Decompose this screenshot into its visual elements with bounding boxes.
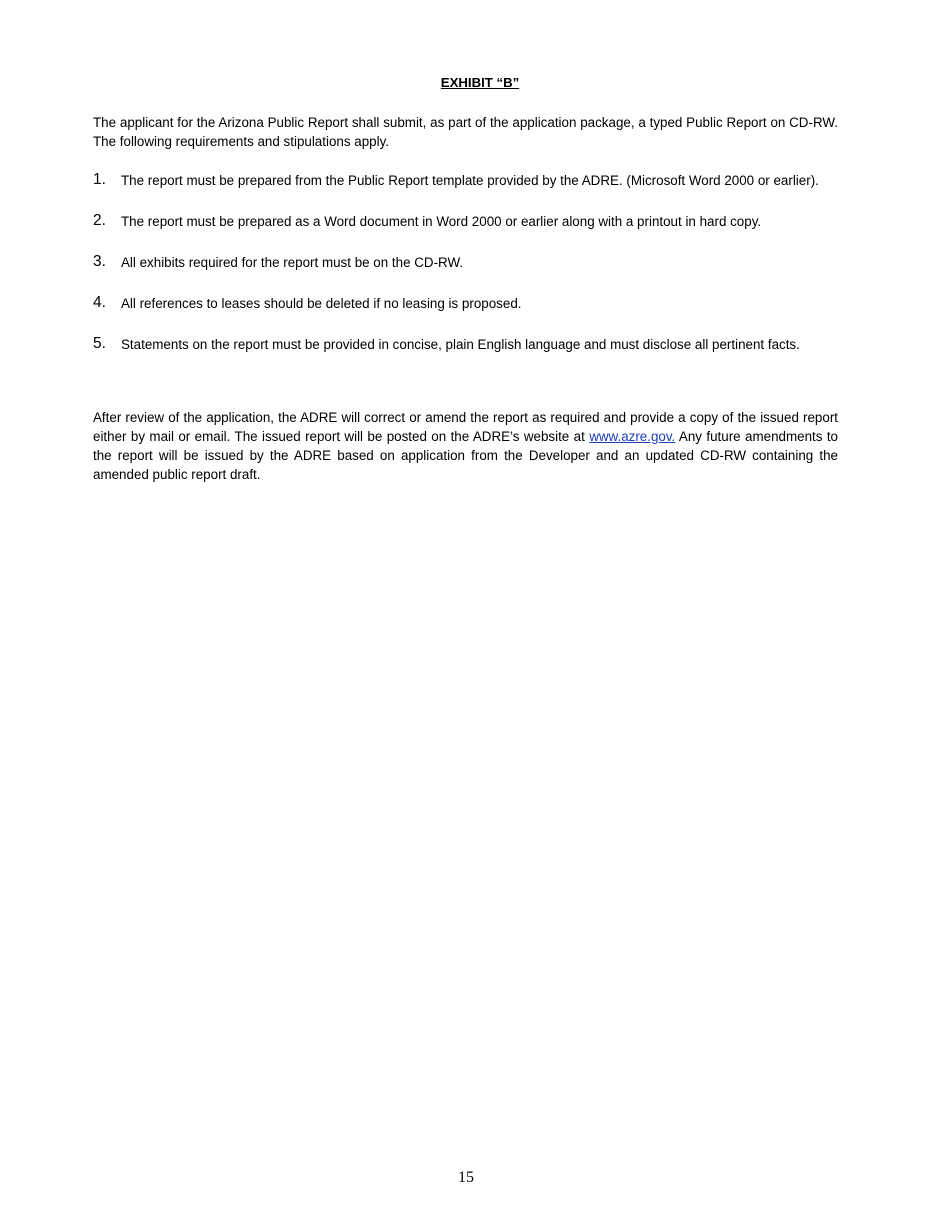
list-item: [93, 335, 838, 354]
requirements-list: [93, 171, 838, 354]
list-item-text: The report must be prepared as a Word document in Word 2000 or earlier along with a printout in hard copy.: [121, 214, 762, 229]
list-item-text: All references to leases should be deleted if no leasing is proposed.: [121, 296, 522, 311]
list-item-text: All exhibits required for the report must be on the CD-RW.: [121, 255, 464, 270]
list-item: [93, 212, 838, 231]
list-item: [93, 294, 838, 313]
closing-paragraph: [93, 408, 838, 484]
list-item-number: 3.: [93, 253, 106, 270]
list-item-number: 4.: [93, 294, 106, 311]
list-item: [93, 253, 838, 272]
intro-paragraph: The applicant for the Arizona Public Report shall submit, as part of the application package, a typed Public Report on CD-RW. The following requirements and stipulations apply.: [93, 115, 838, 149]
list-item-number: 2.: [93, 212, 106, 229]
list-item-text: Statements on the report must be provided in concise, plain English language and must disclose all pertinent facts.: [121, 337, 800, 352]
closing-text-after-link: Any future amendments to the report will be issued by the ADRE based on application from the Developer and an updated CD-RW containing the amended public report draft.: [93, 429, 838, 482]
list-item: [93, 171, 838, 190]
list-item-number: 5.: [93, 335, 106, 352]
list-item-text: The report must be prepared from the Public Report template provided by the ADRE. (Microsoft Word 2000 or earlier).: [121, 173, 819, 188]
website-link[interactable]: www.azre.gov.: [589, 429, 676, 444]
list-item-number: 1.: [93, 171, 106, 188]
page-title: EXHIBIT “B”: [440, 75, 520, 90]
closing-text-before-link: After review of the application, the ADRE will correct or amend the report as required and provide a copy of the issued report either by mail or email. The issued report will be posted on the ADRE’s website at: [93, 410, 838, 444]
page-number: 15: [458, 1169, 474, 1186]
